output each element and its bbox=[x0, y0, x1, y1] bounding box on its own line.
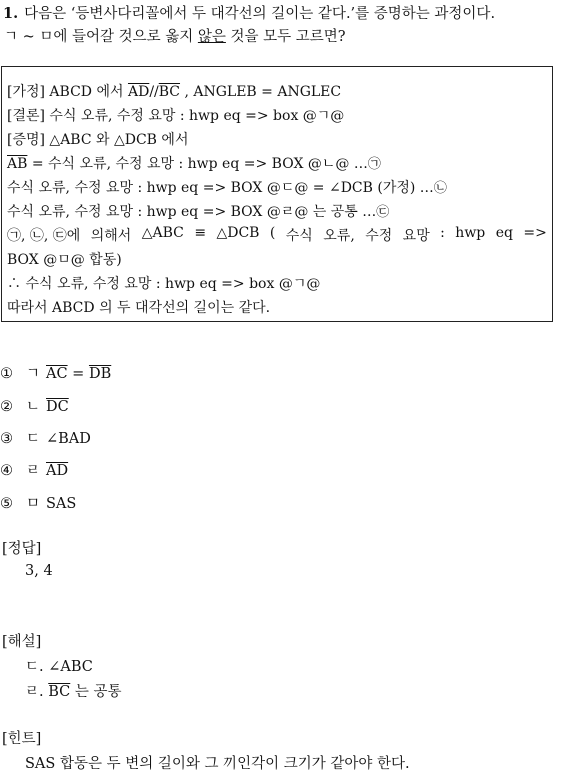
proof-step-4-cont: BOX @ㅁ@ 합동) bbox=[7, 252, 122, 268]
hint-text: SAS 합동은 두 변의 길이와 그 끼인각이 크기가 같아야 한다. bbox=[25, 756, 410, 772]
step-2-text: 수식 오류, 수정 요망 : hwp eq => BOX @ㄷ@ = ∠DCB (가정) … bbox=[7, 180, 434, 196]
underlined-word: 않은 bbox=[197, 29, 226, 45]
segment-ad: $\overline{AD}$ bbox=[127, 84, 150, 100]
proof-word: △ABC bbox=[141, 225, 184, 241]
option-jamo: ㅁ bbox=[26, 496, 41, 512]
proof-word: 요망 bbox=[402, 228, 430, 244]
answer-option-3[interactable] bbox=[0, 427, 91, 448]
proof-step-2 bbox=[7, 177, 447, 197]
option-jamo: ㄱ bbox=[26, 366, 41, 382]
proof-step-1 bbox=[7, 153, 381, 173]
proof-therefore: ∴ 수식 오류, 수정 요망 : hwp eq => box @ㄱ@ bbox=[7, 276, 321, 292]
answer-option-1[interactable] bbox=[0, 362, 111, 383]
option-segment: $\overline{DB}$ bbox=[88, 366, 112, 382]
proof-step-4 bbox=[7, 225, 547, 245]
option-number: ④ bbox=[0, 463, 13, 479]
option-number: ② bbox=[0, 399, 13, 415]
proof-hypothesis bbox=[7, 81, 341, 101]
question-text-a: ㄱ ~ ㅁ에 들어갈 것으로 옳지 bbox=[4, 29, 198, 45]
proof-final: 따라서 ABCD 의 두 대각선의 길이는 같다. bbox=[7, 300, 271, 316]
proof-word: ( bbox=[269, 225, 276, 241]
segment-bc: $\overline{BC}$ bbox=[158, 84, 181, 100]
option-jamo: ㄷ bbox=[26, 431, 41, 447]
proof-word: hwp bbox=[455, 225, 486, 241]
question-line-1 bbox=[3, 2, 495, 23]
option-number: ③ bbox=[0, 431, 13, 447]
proof-word: 수식 bbox=[285, 228, 313, 244]
option-text: SAS bbox=[46, 496, 77, 512]
proof-word: eq bbox=[495, 225, 513, 241]
circled-mark-1: ㉠ bbox=[367, 157, 381, 172]
option-number: ⑤ bbox=[0, 496, 13, 512]
option-jamo: ㄴ bbox=[26, 399, 41, 415]
step-3-text: 수식 오류, 수정 요망 : hwp eq => BOX @ㄹ@ 는 공통 … bbox=[7, 204, 377, 220]
question-text-b: 것을 모두 고르면? bbox=[225, 29, 346, 45]
question-number: 1. bbox=[3, 5, 19, 22]
segment-ab: $\overline{AB}$ bbox=[7, 156, 28, 172]
answer-option-4[interactable] bbox=[0, 459, 68, 480]
proof-word: 의해서 bbox=[90, 228, 132, 244]
proof-word: 오류, bbox=[323, 228, 355, 244]
step-1-text: = 수식 오류, 수정 요망 : hwp eq => BOX @ㄴ@ … bbox=[27, 156, 368, 172]
proof-step-3 bbox=[7, 201, 389, 221]
explanation-line-1: ㄷ. ∠ABC bbox=[25, 659, 93, 675]
circled-mark-3: ㉢ bbox=[376, 205, 390, 220]
question-text: 다음은 ‘등변사다리꼴에서 두 대각선의 길이는 같다.’를 증명하는 과정이다. bbox=[24, 6, 496, 22]
proof-box bbox=[1, 66, 553, 322]
proof-word: △DCB bbox=[216, 225, 260, 241]
answer-label: [정답] bbox=[2, 541, 42, 557]
option-segment: $\overline{AC}$ bbox=[46, 366, 68, 382]
answer-value: 3, 4 bbox=[25, 563, 53, 579]
hyp-rest: , ANGLEB = ANGLEC bbox=[180, 84, 342, 100]
proof-word: => bbox=[523, 225, 547, 241]
option-segment: $\overline{DC}$ bbox=[46, 399, 69, 415]
proof-word: ≡ bbox=[194, 225, 207, 241]
hint-label: [힌트] bbox=[2, 731, 42, 747]
option-jamo: ㄹ bbox=[26, 463, 41, 479]
expl-prefix: ㄹ. bbox=[25, 684, 49, 700]
answer-option-5[interactable] bbox=[0, 492, 76, 513]
option-text: ∠BAD bbox=[46, 431, 91, 447]
proof-word: : bbox=[440, 225, 445, 241]
proof-word: 수정 bbox=[365, 228, 393, 244]
proof-word: ㉠, ㉡, ㉢에 bbox=[7, 228, 81, 244]
explanation-line-2 bbox=[25, 680, 122, 701]
answer-option-2[interactable] bbox=[0, 395, 69, 416]
question-line-2 bbox=[4, 25, 346, 46]
proof-label: [증명] △ABC 와 △DCB 에서 bbox=[7, 132, 189, 148]
option-segment: $\overline{AD}$ bbox=[46, 463, 69, 479]
parallel-sign: // bbox=[149, 84, 159, 100]
explanation-label: [해설] bbox=[2, 634, 42, 650]
proof-conclusion: [결론] 수식 오류, 수정 요망 : hwp eq => box @ㄱ@ bbox=[7, 108, 345, 124]
segment-bc: $\overline{BC}$ bbox=[48, 684, 71, 700]
expl-suffix: 는 공통 bbox=[70, 684, 122, 700]
circled-mark-2: ㉡ bbox=[433, 181, 447, 196]
option-equals: = bbox=[67, 366, 89, 382]
option-number: ① bbox=[0, 366, 13, 382]
hyp-label: [가정] ABCD 에서 bbox=[7, 84, 128, 100]
